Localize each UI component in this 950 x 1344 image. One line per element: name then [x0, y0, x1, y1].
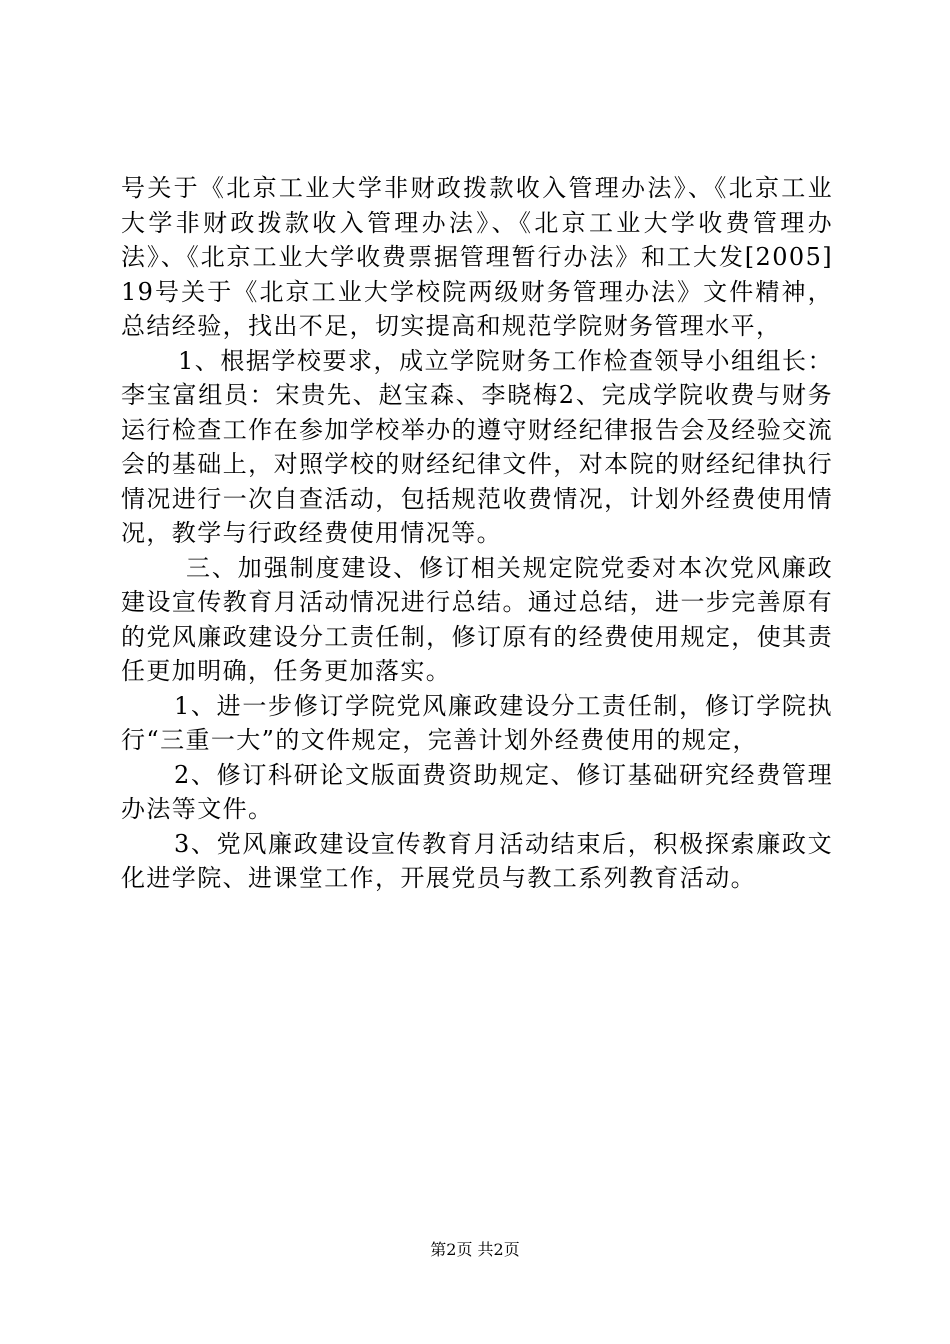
page-footer [0, 1240, 950, 1260]
paragraph-revision-2: 2、修订科研论文版面费资助规定、修订基础研究经费管理办法等文件。 [121, 760, 833, 823]
paragraph-revision-1: 1、进一步修订学院党风廉政建设分工责任制，修订学院执行“三重一大”的文件规定，完善计划外经费使用的规定， [121, 691, 833, 754]
paragraph-continuation: 号关于《北京工业大学非财政拨款收入管理办法》、《北京工业大学非财政拨款收入管理办法》、《北京工业大学收费管理办法》、《北京工业大学收费票据管理暂行办法》和工大发[2005]19号关于《北京工业大学校院两级财务管理办法》文件精神，总结经验，找出不足，切实提高和规范学院财务管理水平， [121, 174, 833, 340]
document-body [121, 171, 833, 896]
paragraph-revision-3: 3、党风廉政建设宣传教育月活动结束后，积极探索廉政文化进学院、进课堂工作，开展党员与教工系列教育活动。 [121, 829, 833, 892]
paragraph-item-1: 1、根据学校要求，成立学院财务工作检查领导小组组长：李宝富组员：宋贵先、赵宝森、李晓梅2、完成学院收费与财务运行检查工作在参加学校举办的遵守财经纪律报告会及经验交流会的基础上，对照学校的财经纪律文件，对本院的财经纪律执行情况进行一次自查活动，包括规范收费情况，计划外经费使用情况，教学与行政经费使用情况等。 [121, 346, 833, 547]
page-number: 第2页 共2页 [430, 1240, 520, 1259]
paragraph-section-3: 三、加强制度建设、修订相关规定院党委对本次党风廉政建设宣传教育月活动情况进行总结。通过总结，进一步完善原有的党风廉政建设分工责任制，修订原有的经费使用规定，使其责任更加明确，任务更加落实。 [121, 553, 833, 685]
